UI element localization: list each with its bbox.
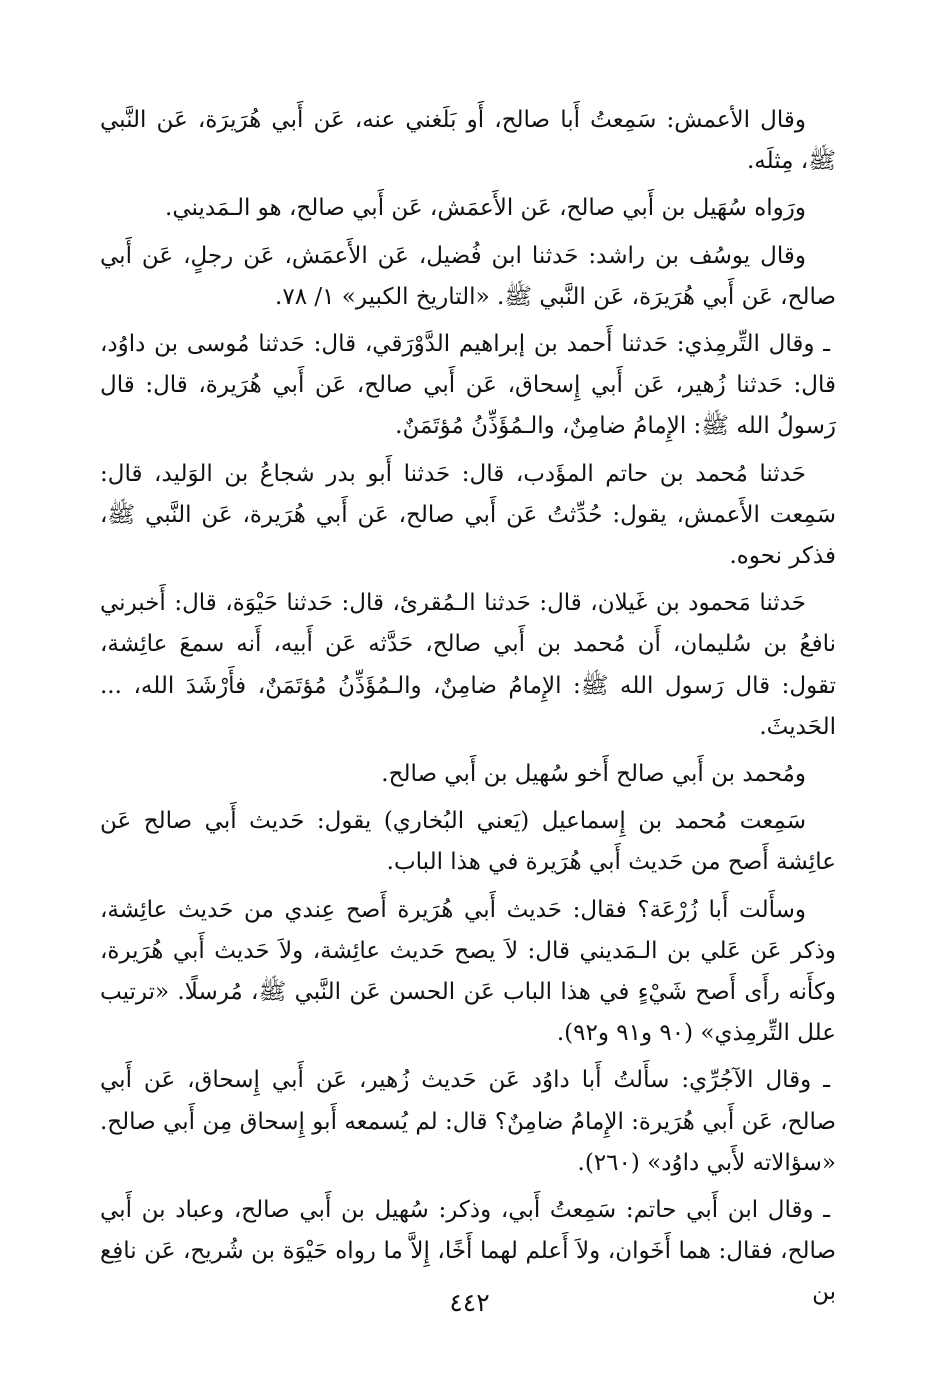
paragraph-5: حَدثنا مُحمد بن حاتم المؤَدب، قال: حَدثنا أَبو بدر شجاعُ بن الوَليد، قال: سَمِعت الأَعمش، يقول: حُدِّثتُ عَن أَبي صالح، عَن أَبي هُرَيرة، عَن النَّبي ﷺ، فذكر نحوه. [100,460,836,570]
paragraph-3: وقال يوسُف بن راشد: حَدثنا ابن فُضيل، عَن الأَعمَش، عَن رجلٍ، عَن أَبي صالح، عَن أَبي هُرَيرَة، عَن النَّبي ﷺ. «التاريخ الكبير» ١/ ٧٨. [100,242,836,310]
paragraph-7: ومُحمد بن أَبي صالح أَخو سُهيل بن أَبي صالح. [381,761,806,788]
main-text [100,100,836,1320]
paragraph-8: سَمِعت مُحمد بن إِسماعيل (يَعني البُخاري) يقول: حَديث أَبي صالح عَن عائِشة أَصح من حَديث أَبي هُرَيرة في هذا الباب. [100,808,836,876]
paragraph-11: ـ وقال ابن أَبي حاتم: سَمِعتُ أَبي، وذكر: سُهيل بن أَبي صالح، وعباد بن أَبي صالح، فقال: هما أَخَوان، ولاَ أَعلم لهما أَخًا، إِلاَّ ما رواه حَيْوَة بن شُريح، عَن نافِع بن [100,1197,836,1306]
paragraph-2: ورَواه سُهَيل بن أَبي صالح، عَن الأَعمَش، عَن أَبي صالح، هو الـمَديني. [165,195,806,222]
paragraph-1: وقال الأعمش: سَمِعتُ أَبا صالح، أَو بَلَغني عنه، عَن أَبي هُرَيرَة، عَن النَّبي ﷺ، مِثلَه. [100,107,836,175]
paragraph-4: ـ وقال التِّرمِذي: حَدثنا أَحمد بن إبراهيم الدَّوْرَقي، قال: حَدثنا مُوسى بن داوُد، قال: حَدثنا زُهير، عَن أَبي إِسحاق، عَن أَبي صالح، عَن أَبي هُرَيرة، قال: قال رَسولُ الله ﷺ: الإِمامُ ضامِنٌ، والـمُؤَذِّنُ مُؤتَمَنٌ. [100,331,836,440]
paragraph-10: ـ وقال الآجُرِّي: سأَلتُ أَبا داوُد عَن حَديث زُهير، عَن أَبي إِسحاق، عَن أَبي صالح، عَن أَبي هُرَيرة: الإِمامُ ضامِنٌ؟ قال: لم يُسمعه أَبو إِسحاق مِن أَبي صالح. «سؤالاته لأَبي داوُد» (٢٦٠). [100,1067,836,1176]
page-number: ٤٤٢ [449,1288,490,1317]
paragraph-6: حَدثنا مَحمود بن غَيلان، قال: حَدثنا الـمُقرئ، قال: حَدثنا حَيْوَة، قال: أَخبرني نافعُ بن سُليمان، أَن مُحمد بن أَبي صالح، حَدَّثه عَن أَبيه، أَنه سمعَ عائِشة، تقول: قال رَسول الله ﷺ: الإِمامُ ضامِنٌ، والـمُؤَذِّنُ مُؤتَمَنٌ، فأَرْشَدَ الله، ... الحَديثَ. [100,590,836,740]
paragraph-9: وسأَلت أَبا زُرْعَة؟ فقال: حَديث أَبي هُرَيرة أَصح عِندي من حَديث عائِشة، وذكر عَن عَلي بن الـمَديني قال: لاَ يصح حَديث عائِشة، ولاَ حَديث أَبي هُرَيرة، وكأَنه رأَى أَصح شَيْءٍ في هذا الباب عَن الحسن عَن النَّبي ﷺ، مُرسلًا. «ترتيب علل التِّرمِذي» (٩٠ و٩١ و٩٢). [100,896,836,1047]
